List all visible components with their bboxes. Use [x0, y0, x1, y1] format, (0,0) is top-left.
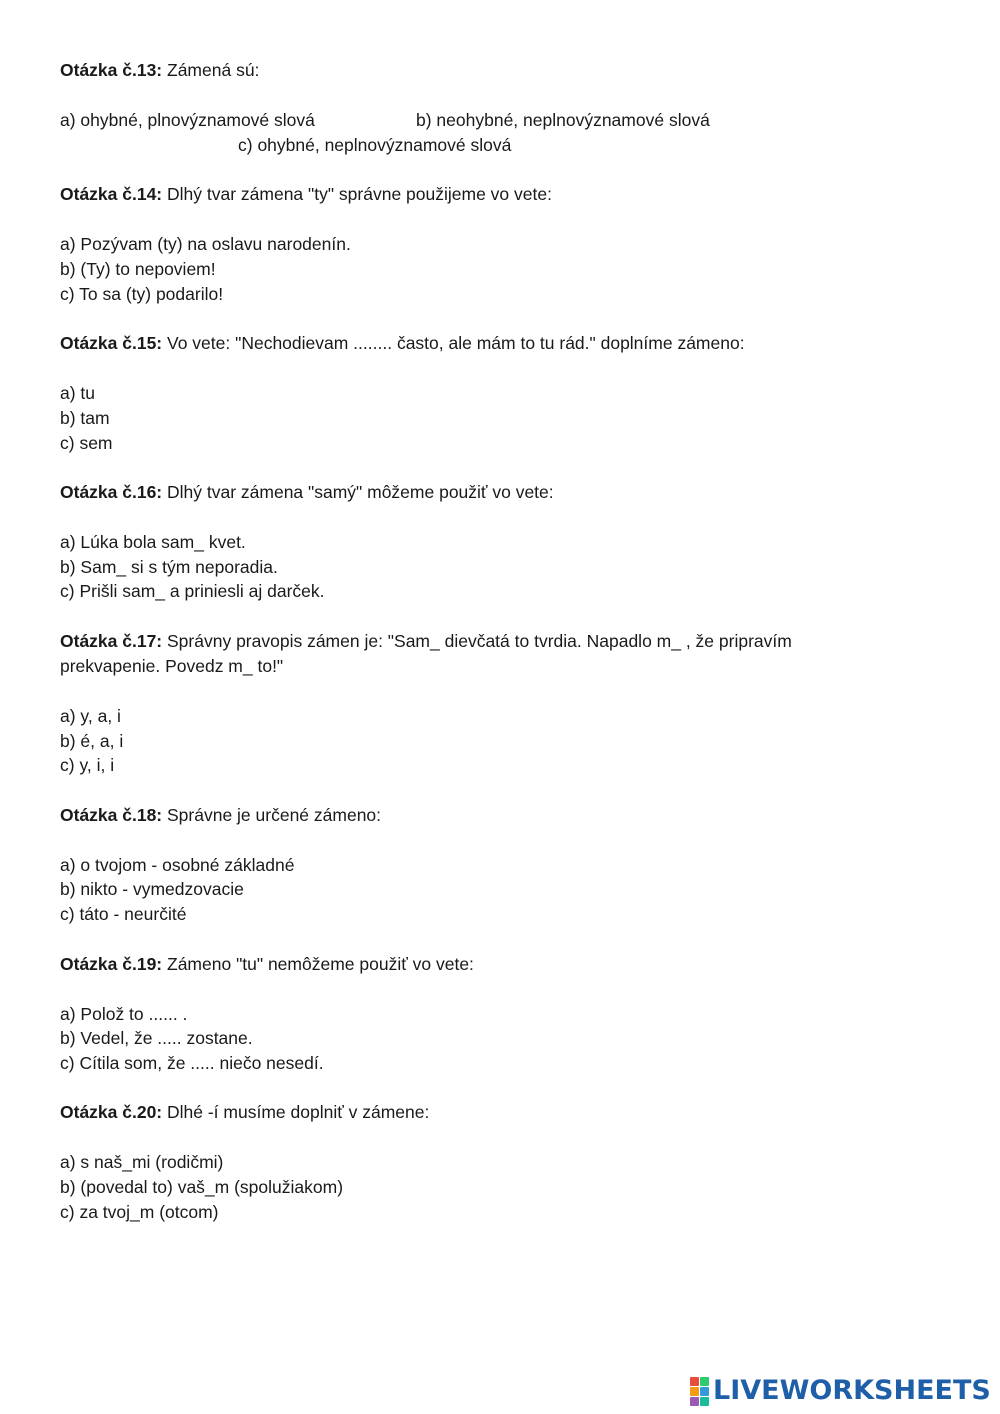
question-label: Otázka č.18:: [60, 804, 163, 825]
liveworksheets-logo-icon: [690, 1377, 709, 1406]
question-15: [60, 331, 940, 356]
logo-square: [700, 1397, 709, 1406]
question-label: Otázka č.20:: [60, 1102, 163, 1123]
question-label: Otázka č.13:: [60, 60, 163, 80]
question-text: Správne je určené zámeno:: [162, 804, 382, 825]
logo-square: [690, 1377, 699, 1386]
answer-option: b) neohybné, neplnovýznamové slová: [416, 110, 710, 130]
answer-option: a) Pozývam (ty) na oslavu narodenín.: [60, 234, 351, 255]
answer-option: a) s naš_mi (rodičmi): [60, 1152, 224, 1173]
answer-option: a) Lúka bola sam_ kvet.: [60, 531, 246, 552]
answers-14: [60, 232, 940, 306]
answer-option: c) ohybné, neplnovýznamové slová: [238, 134, 512, 155]
answer-option: c) Cítila som, že ..... niečo nesedí.: [60, 1053, 324, 1074]
answers-13: [60, 108, 940, 158]
question-label: Otázka č.15:: [60, 332, 163, 353]
question-20: [60, 1100, 940, 1125]
logo-square: [690, 1387, 699, 1396]
question-16: [60, 480, 940, 505]
question-text: Zámená sú:: [162, 60, 260, 80]
question-text: Správny pravopis zámen je: "Sam_ dievčatá to tvrdia. Napadlo m_ , že pripravím prekvapenie. Povedz m_ to!": [60, 630, 792, 676]
answer-option: c) táto - neurčité: [60, 904, 187, 925]
answer-option: a) y, a, i: [60, 705, 121, 726]
answer-option: c) za tvoj_m (otcom): [60, 1202, 219, 1223]
answer-option: b) Vedel, že ..... zostane.: [60, 1028, 253, 1049]
logo-square: [700, 1377, 709, 1386]
answer-option: b) é, a, i: [60, 730, 124, 751]
answer-option: c) y, i, i: [60, 755, 115, 776]
question-label: Otázka č.14:: [60, 184, 163, 205]
answer-option: c) To sa (ty) podarilo!: [60, 283, 224, 304]
answer-option: a) ohybné, plnovýznamové slová: [60, 110, 315, 130]
answers-19: [60, 1002, 940, 1076]
question-label: Otázka č.19:: [60, 953, 163, 974]
question-14: [60, 182, 940, 207]
answer-option: b) (povedal to) vaš_m (spolužiakom): [60, 1177, 344, 1198]
question-19: [60, 952, 940, 977]
answer-option: b) tam: [60, 407, 110, 428]
question-label: Otázka č.16:: [60, 481, 163, 502]
question-text: Dlhé -í musíme doplniť v zámene:: [162, 1102, 430, 1123]
answer-option: c) Prišli sam_ a priniesli aj darček.: [60, 581, 325, 602]
answers-15: [60, 381, 940, 455]
question-text: Dlhý tvar zámena "ty" správne použijeme vo vete:: [162, 184, 552, 205]
answer-option: b) (Ty) to nepoviem!: [60, 258, 216, 279]
question-label: Otázka č.17:: [60, 630, 163, 651]
answer-option: b) nikto - vymedzovacie: [60, 879, 244, 900]
answer-option: b) Sam_ si s tým neporadia.: [60, 556, 278, 577]
worksheet-page: [60, 58, 940, 1249]
answer-row: [60, 108, 940, 133]
answers-16: [60, 530, 940, 604]
question-text: Vo vete: "Nechodievam ........ často, ale mám to tu rád." doplníme zámeno:: [162, 332, 745, 353]
logo-square: [700, 1387, 709, 1396]
liveworksheets-logo[interactable]: [690, 1376, 991, 1406]
answer-option: a) tu: [60, 382, 96, 403]
question-text: Zámeno "tu" nemôžeme použiť vo vete:: [162, 953, 474, 974]
logo-text: LIVEWORKSHEETS: [713, 1375, 991, 1406]
answers-18: [60, 853, 940, 927]
question-17: [60, 629, 850, 679]
answer-option: a) o tvojom - osobné základné: [60, 854, 295, 875]
logo-square: [690, 1397, 699, 1406]
question-13: [60, 58, 940, 83]
question-18: [60, 803, 940, 828]
answers-20: [60, 1150, 940, 1224]
answer-option: a) Polož to ...... .: [60, 1003, 188, 1024]
answers-17: [60, 704, 940, 778]
question-text: Dlhý tvar zámena "samý" môžeme použiť vo vete:: [162, 481, 554, 502]
answer-option: c) sem: [60, 432, 113, 453]
